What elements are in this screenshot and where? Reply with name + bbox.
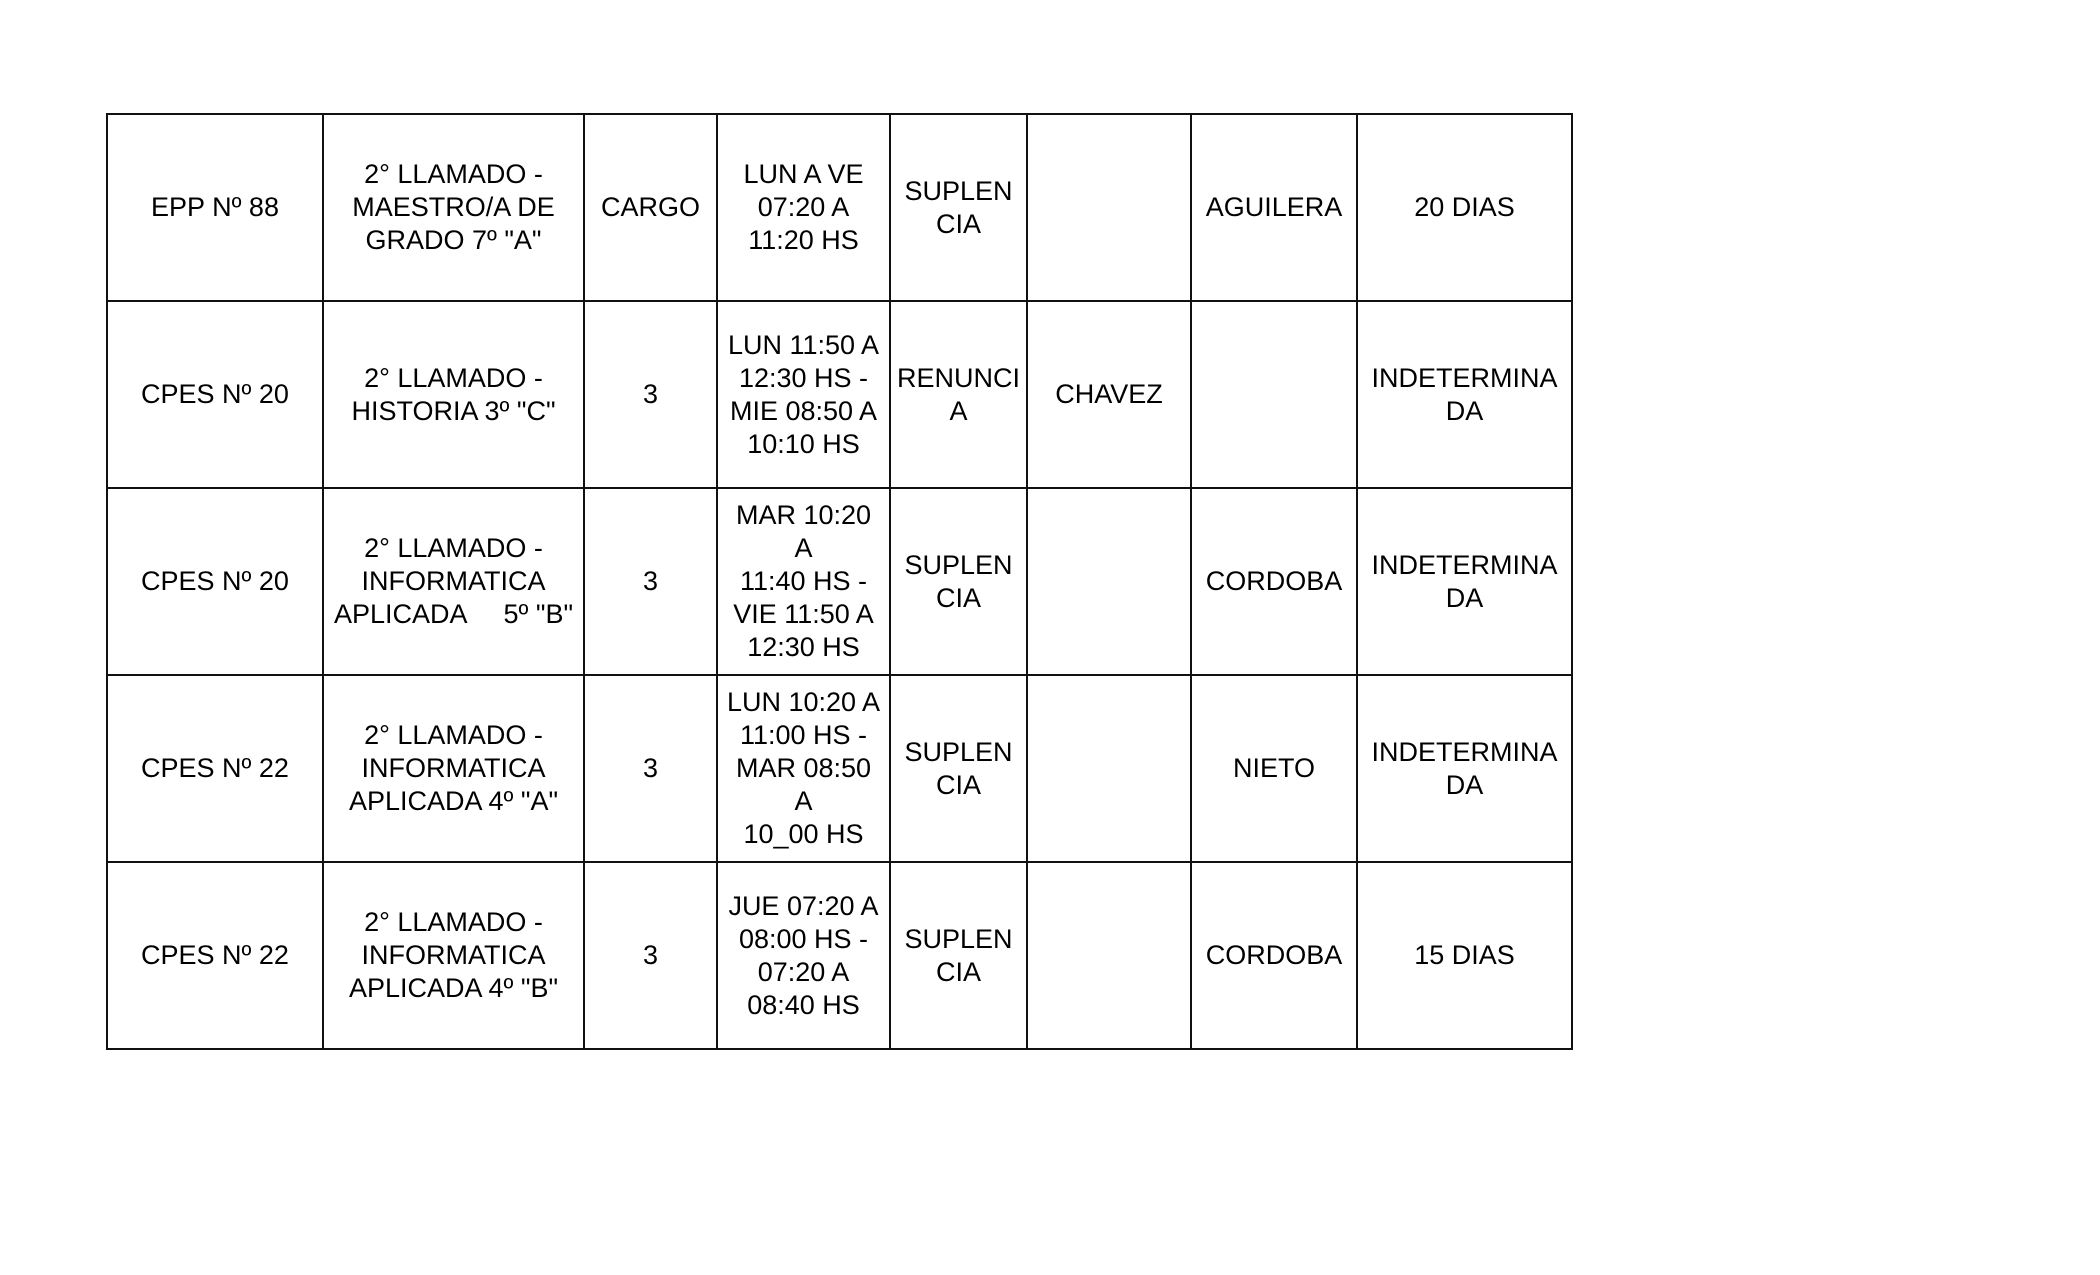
school-cell: EPP Nº 88 <box>107 114 323 301</box>
status-cell: SUPLEN CIA <box>890 114 1027 301</box>
holder-cell: NIETO <box>1191 675 1357 862</box>
call-cell: 2° LLAMADO - HISTORIA 3º "C" <box>323 301 584 488</box>
school-cell: CPES Nº 20 <box>107 301 323 488</box>
school-cell: CPES Nº 22 <box>107 675 323 862</box>
schedule-cell: LUN A VE 07:20 A 11:20 HS <box>717 114 890 301</box>
hours-cell: 3 <box>584 488 717 675</box>
call-cell: 2° LLAMADO - MAESTRO/A DE GRADO 7º "A" <box>323 114 584 301</box>
table-row <box>107 114 1572 301</box>
duration-cell: 20 DIAS <box>1357 114 1572 301</box>
previous-holder-cell <box>1027 488 1191 675</box>
status-cell: SUPLEN CIA <box>890 862 1027 1049</box>
duration-cell: INDETERMINA DA <box>1357 301 1572 488</box>
holder-cell <box>1191 301 1357 488</box>
call-cell: 2° LLAMADO - INFORMATICA APLICADA 4º "B" <box>323 862 584 1049</box>
hours-cell: CARGO <box>584 114 717 301</box>
holder-cell: AGUILERA <box>1191 114 1357 301</box>
vacancy-table <box>106 113 1573 1050</box>
table-row <box>107 488 1572 675</box>
table-row <box>107 301 1572 488</box>
holder-cell: CORDOBA <box>1191 862 1357 1049</box>
school-cell: CPES Nº 22 <box>107 862 323 1049</box>
table-row <box>107 675 1572 862</box>
hours-cell: 3 <box>584 862 717 1049</box>
status-cell: RENUNCI A <box>890 301 1027 488</box>
schedule-cell: LUN 11:50 A 12:30 HS - MIE 08:50 A 10:10 HS <box>717 301 890 488</box>
holder-cell: CORDOBA <box>1191 488 1357 675</box>
call-cell: 2° LLAMADO - INFORMATICA APLICADA 5º "B" <box>323 488 584 675</box>
previous-holder-cell <box>1027 114 1191 301</box>
previous-holder-cell <box>1027 675 1191 862</box>
status-cell: SUPLEN CIA <box>890 675 1027 862</box>
school-cell: CPES Nº 20 <box>107 488 323 675</box>
previous-holder-cell: CHAVEZ <box>1027 301 1191 488</box>
duration-cell: 15 DIAS <box>1357 862 1572 1049</box>
table-row <box>107 862 1572 1049</box>
schedule-cell: MAR 10:20 A 11:40 HS - VIE 11:50 A 12:30 HS <box>717 488 890 675</box>
hours-cell: 3 <box>584 675 717 862</box>
schedule-cell: LUN 10:20 A 11:00 HS - MAR 08:50 A 10_00 HS <box>717 675 890 862</box>
previous-holder-cell <box>1027 862 1191 1049</box>
duration-cell: INDETERMINA DA <box>1357 675 1572 862</box>
hours-cell: 3 <box>584 301 717 488</box>
status-cell: SUPLEN CIA <box>890 488 1027 675</box>
schedule-cell: JUE 07:20 A 08:00 HS - 07:20 A 08:40 HS <box>717 862 890 1049</box>
duration-cell: INDETERMINA DA <box>1357 488 1572 675</box>
call-cell: 2° LLAMADO - INFORMATICA APLICADA 4º "A" <box>323 675 584 862</box>
